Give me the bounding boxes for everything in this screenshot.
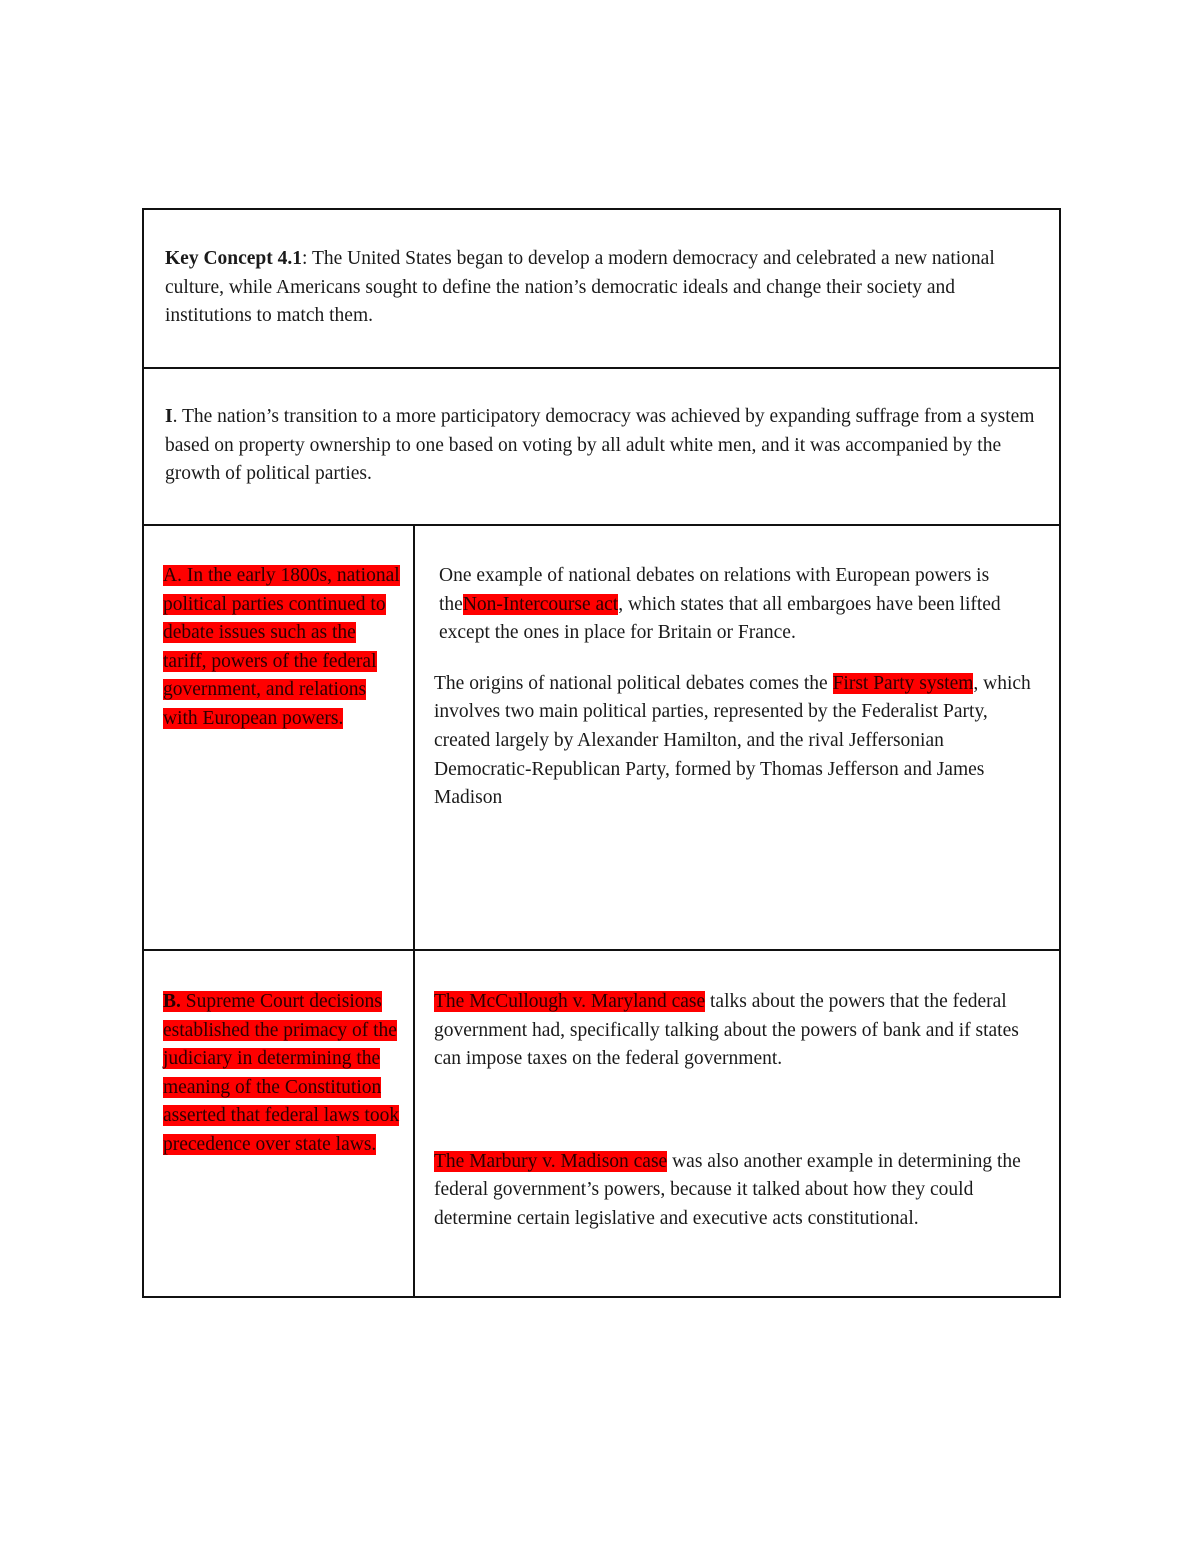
subtopic-a-label: A [163, 565, 178, 586]
subtopic-b-row [143, 950, 1060, 1297]
marbury-text: was also another example in determining the federal government’s powers, because it talked about how they could determine certain legislative and executive acts constitutional. [434, 1150, 1021, 1229]
topic-row [143, 368, 1060, 525]
subtopic-b-text: Supreme Court decisions established the primacy of the judiciary in determining the meaning of the Constitution asserted that federal laws took precedence over state laws. [163, 991, 400, 1155]
marbury-highlight: The Marbury v. Madison case [434, 1150, 668, 1172]
non-intercourse-intro: One example of national debates on relations with European powers is the [439, 565, 990, 615]
topic-label: I [165, 406, 173, 427]
subtopic-a-row [143, 525, 1060, 950]
topic-cell [143, 368, 1060, 525]
key-concept-cell [143, 209, 1060, 368]
mcculloch-text: talks about the powers that the federal government had, specifically talking about the powers of bank and if states can impose taxes on the federal government. [434, 991, 1019, 1070]
subtopic-b-left-cell [143, 950, 414, 1297]
topic-text: . The nation’s transition to a more participatory democracy was achieved by expanding suffrage from a system based on property ownership to one based on voting by all adult white men, and it was accompanied by the growth of political parties. [165, 406, 1035, 485]
subtopic-a-text: . In the early 1800s, national political parties continued to debate issues such as the tariff, powers of the federal government, and relations with European powers. [163, 565, 400, 729]
non-intercourse-highlight: Non-Intercourse act [462, 593, 619, 615]
first-party-highlight: First Party system [832, 672, 974, 694]
subtopic-b-statement [163, 988, 402, 1160]
key-concept-text: : The United States began to develop a modern democracy and celebrated a new national culture, while Americans sought to define the nation’s democratic ideals and change their society and institutions to match them. [165, 248, 995, 327]
key-concept-paragraph [165, 245, 1040, 331]
subtopic-b-right-cell [414, 950, 1060, 1297]
key-concept-row [143, 209, 1060, 368]
marbury-paragraph [434, 1148, 1040, 1234]
non-intercourse-text: , which states that all embargoes have been lifted except the ones in place for Britain or France. [439, 593, 1001, 644]
topic-paragraph [165, 403, 1044, 489]
subtopic-a-right-cell [414, 525, 1060, 950]
first-party-text: , which involves two main political parties, represented by the Federalist Party, created largely by Alexander Hamilton, and the rival Jeffersonian Democratic-Republican Party, formed by Thomas Jefferson and James Madison [434, 672, 1031, 809]
subtopic-a-origins-paragraph [434, 670, 1040, 813]
mcculloch-paragraph [434, 988, 1040, 1074]
subtopic-b-label [163, 991, 181, 1012]
mcculloch-highlight: The McCullough v. Maryland case [434, 991, 706, 1012]
first-party-intro: The origins of national political debates comes the [434, 672, 833, 694]
concept-outline-table [142, 208, 1061, 1298]
subtopic-a-example-paragraph [434, 562, 1040, 648]
subtopic-a-statement [163, 562, 402, 734]
subtopic-a-left-cell [143, 525, 414, 950]
key-concept-label: Key Concept 4.1 [165, 248, 303, 269]
subtopic-b-label-text: B. [163, 991, 181, 1012]
